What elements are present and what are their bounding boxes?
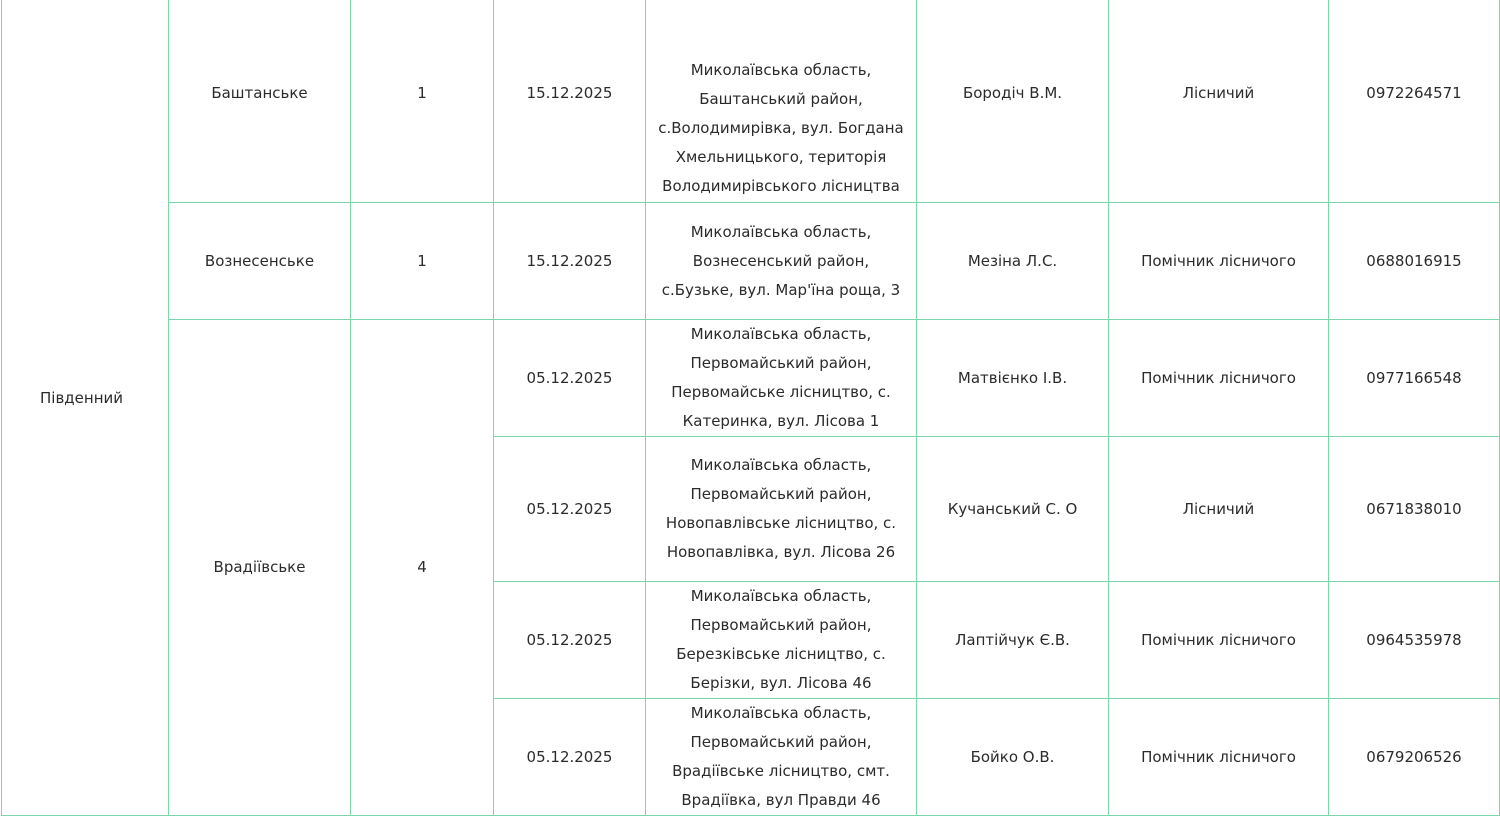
position-text: Помічник лісничого [1141, 251, 1296, 270]
position-text: Помічник лісничого [1141, 747, 1296, 766]
position-cell [1109, 437, 1329, 582]
date-value: 05.12.2025 [526, 630, 613, 649]
person-name: Кучанський С. О [947, 499, 1078, 518]
address-text: Миколаївська область, Первомайський район, Новопавлівське лісництво, с. Новопавлівка, вул. Лісова 26 [665, 456, 897, 561]
address-cell [646, 0, 917, 203]
position-cell [1109, 699, 1329, 816]
date-cell [494, 437, 646, 582]
name-cell [917, 582, 1109, 699]
branch-cell [169, 0, 351, 203]
name-cell [917, 437, 1109, 582]
phone-cell [1329, 437, 1500, 582]
table-row [2, 203, 1500, 320]
count-cell [351, 320, 494, 816]
name-cell [917, 0, 1109, 203]
name-cell [917, 320, 1109, 437]
date-cell [494, 582, 646, 699]
offices-table [1, 0, 1500, 816]
count-value: 1 [417, 84, 427, 102]
phone-cell [1329, 203, 1500, 320]
person-name: Мезіна Л.С. [967, 251, 1058, 270]
person-name: Бойко О.В. [970, 747, 1055, 766]
date-cell [494, 320, 646, 437]
address-text: Миколаївська область, Баштанський район, с.Володимирівка, вул. Богдана Хмельницького, територія Володимирівського лісництва [658, 61, 904, 195]
phone-number: 0977166548 [1366, 368, 1462, 387]
address-text: Миколаївська область, Вознесенський район, с.Бузьке, вул. Мар'їна роща, 3 [661, 222, 901, 299]
region-label: Південний [40, 388, 123, 407]
position-text: Лісничий [1182, 499, 1255, 518]
position-cell [1109, 203, 1329, 320]
phone-number: 0972264571 [1366, 84, 1462, 102]
phone-number: 0671838010 [1366, 499, 1462, 518]
branch-cell [169, 320, 351, 816]
date-value: 05.12.2025 [526, 499, 613, 518]
phone-cell [1329, 699, 1500, 816]
phone-number: 0964535978 [1366, 630, 1462, 649]
position-text: Помічник лісничого [1141, 368, 1296, 387]
address-cell [646, 699, 917, 816]
phone-number: 0679206526 [1366, 747, 1462, 766]
branch-label: Вознесенське [204, 251, 315, 270]
date-value: 05.12.2025 [526, 747, 613, 766]
phone-cell [1329, 582, 1500, 699]
address-text: Миколаївська область, Первомайський район, Первомайське лісництво, с. Катеринка, вул. Лісова 1 [671, 325, 891, 430]
name-cell [917, 203, 1109, 320]
date-cell [494, 203, 646, 320]
date-value: 05.12.2025 [526, 368, 613, 387]
phone-cell [1329, 320, 1500, 437]
address-text: Миколаївська область, Первомайський район, Врадіївське лісництво, смт. Врадіївка, вул Правди 46 [672, 704, 890, 809]
branch-label: Врадіївське [213, 558, 306, 576]
person-name: Лаптійчук Є.В. [955, 630, 1070, 649]
position-text: Помічник лісничого [1141, 630, 1296, 649]
person-name: Матвієнко І.В. [957, 368, 1068, 387]
name-cell [917, 699, 1109, 816]
address-cell [646, 203, 917, 320]
phone-number: 0688016915 [1366, 251, 1462, 270]
position-cell [1109, 582, 1329, 699]
position-cell [1109, 320, 1329, 437]
count-cell [351, 0, 494, 203]
branch-label: Баштанське [211, 84, 308, 102]
count-cell [351, 203, 494, 320]
date-cell [494, 699, 646, 816]
region-cell [2, 0, 169, 816]
person-name: Бородіч В.М. [962, 84, 1063, 102]
position-text: Лісничий [1182, 84, 1255, 102]
table-row [2, 320, 1500, 437]
address-text: Миколаївська область, Первомайський район, Березківське лісництво, с. Берізки, вул. Лісова 46 [676, 587, 886, 692]
date-value: 15.12.2025 [526, 251, 613, 270]
address-cell [646, 320, 917, 437]
table-row [2, 0, 1500, 203]
branch-cell [169, 203, 351, 320]
address-cell [646, 437, 917, 582]
count-value: 1 [417, 251, 427, 270]
date-cell [494, 0, 646, 203]
count-value: 4 [417, 558, 427, 576]
position-cell [1109, 0, 1329, 203]
date-value: 15.12.2025 [526, 84, 613, 102]
phone-cell [1329, 0, 1500, 203]
address-cell [646, 582, 917, 699]
